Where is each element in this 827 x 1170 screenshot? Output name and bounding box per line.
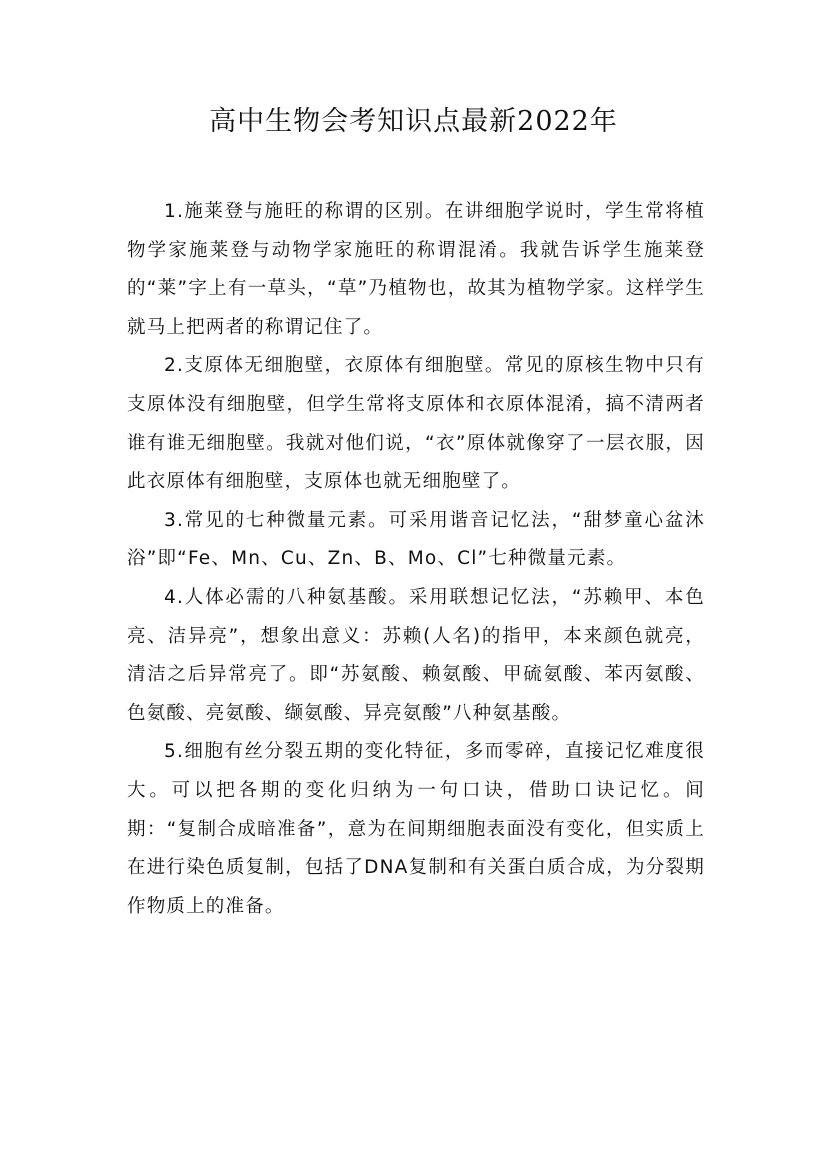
paragraph-2: 2.支原体无细胞壁，衣原体有细胞壁。常见的原核生物中只有支原体没有细胞壁，但学生常将支原体和衣原体混淆，搞不清两者谁有谁无细胞壁。我就对他们说，“衣”原体就像穿了一层衣服，因此衣原体有细胞壁，支原体也就无细胞壁了。 (127, 355, 705, 493)
paragraph-5: 5.细胞有丝分裂五期的变化特征，多而零碎，直接记忆难度很大。可以把各期的变化归纳为一句口诀，借助口诀记忆。间期：“复制合成暗准备”，意为在间期细胞表面没有变化，但实质上在进行染色质复制，包括了DNA复制和有关蛋白质合成，为分裂期作物质上的准备。 (127, 741, 705, 917)
paragraph-1: 1.施莱登与施旺的称谓的区别。在讲细胞学说时，学生常将植物学家施莱登与动物学家施旺的称谓混淆。我就告诉学生施莱登的“莱”字上有一草头，“草”乃植物也，故其为植物学家。这样学生就马上把两者的称谓记住了。 (127, 201, 705, 338)
paragraph-4: 4.人体必需的八种氨基酸。采用联想记忆法，“苏赖甲、本色亮、洁异亮”，想象出意义：苏赖(人名)的指甲，本来颜色就亮，清洁之后异常亮了。即“苏氨酸、赖氨酸、甲硫氨酸、苯丙氨酸、色氨酸、亮氨酸、缬氨酸、异亮氨酸”八种氨基酸。 (127, 586, 705, 724)
document-title: 高中生物会考知识点最新2022年 (209, 106, 618, 137)
document-body (127, 193, 705, 926)
paragraph-3: 3.常见的七种微量元素。可采用谐音记忆法，“甜梦童心盆沐浴”即“Fe、Mn、Cu、Zn、B、Mo、Cl”七种微量元素。 (127, 509, 705, 570)
